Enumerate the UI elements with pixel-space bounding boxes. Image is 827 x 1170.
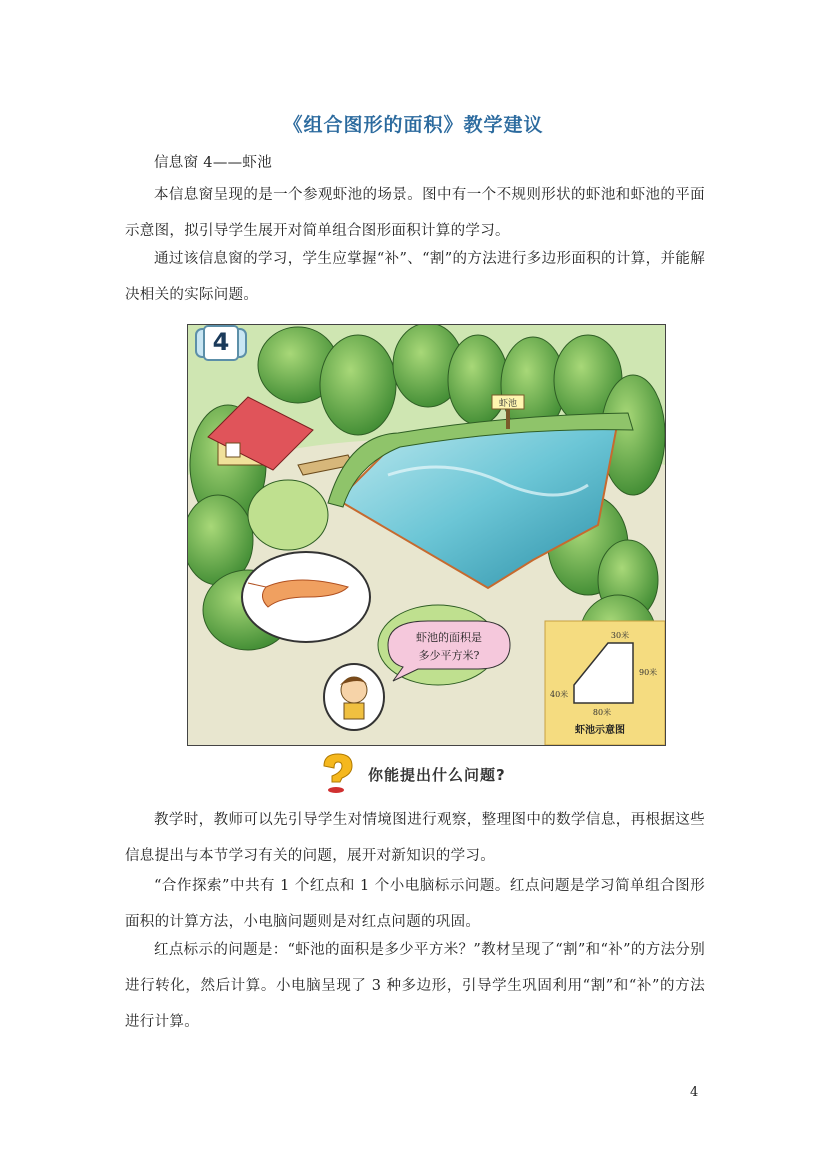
- diagram-bottom-label: 80米: [592, 708, 612, 717]
- shrimp-pond-illustration: [187, 324, 666, 746]
- speech-line-1: 虾池的面积是: [416, 631, 482, 644]
- diagram-left-label: 40米: [550, 690, 569, 699]
- diagram-top-label: 30米: [610, 631, 630, 640]
- paragraph-3: 教学时，教师可以先引导学生对情境图进行观察，整理图中的数学信息，再根据这些信息提出与本节学习有关的问题，展开对新知识的学习。: [125, 812, 705, 864]
- diagram-caption: 虾池示意图: [575, 725, 625, 736]
- diagram-right-label: 90米: [639, 668, 658, 677]
- pond-diagram: [545, 621, 665, 745]
- question-mark-icon: [314, 752, 358, 796]
- page-number: 4: [690, 1085, 699, 1100]
- paragraph-5: 红点标示的问题是：“虾池的面积是多少平方米？”教材呈现了“割”和“补”的方法分别进行转化，然后计算。小电脑呈现了 3 种多边形，引导学生巩固利用“割”和“补”的方法进行计算。: [125, 942, 705, 1030]
- document-title: 《组合图形的面积》教学建议: [283, 114, 544, 136]
- boy-avatar: [324, 664, 384, 730]
- paragraph-1: 本信息窗呈现的是一个参观虾池的场景。图中有一个不规则形状的虾池和虾池的平面示意图，拟引导学生展开对简单组合图形面积计算的学习。: [125, 187, 705, 239]
- paragraph-4: “合作探索”中共有 1 个红点和 1 个小电脑标示问题。红点问题是学习简单组合图形面积的计算方法，小电脑问题则是对红点问题的巩固。: [125, 878, 705, 930]
- speech-line-2: 多少平方米?: [418, 649, 480, 662]
- shrimp-bubble: [242, 552, 370, 642]
- question-prompt-text: 你能提出什么问题?: [368, 765, 506, 784]
- question-prompt-bar: [314, 752, 614, 796]
- section-label: 信息窗 4——虾池: [154, 155, 273, 171]
- badge-number: 4: [212, 328, 230, 356]
- pond-sign-text: 虾池: [498, 399, 518, 409]
- paragraph-2: 通过该信息窗的学习，学生应掌握“补”、“割”的方法进行多边形面积的计算，并能解决相关的实际问题。: [125, 251, 705, 303]
